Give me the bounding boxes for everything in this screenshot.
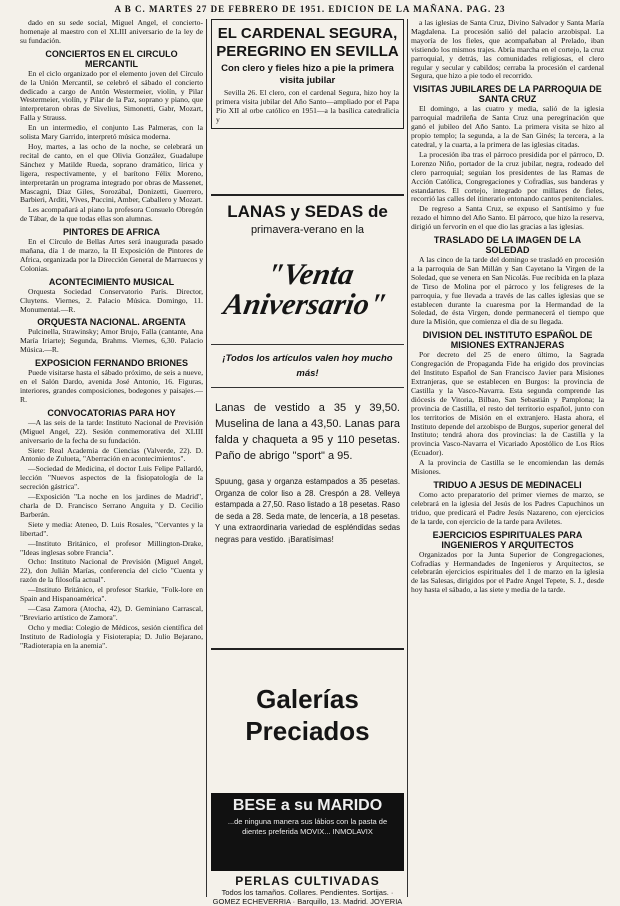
paragraph: Ocho y media: Colegio de Médicos, sesión científica del Instituto de Radiología y Fisioterapia; D. Julio Bejarano, "Radioterapia en la anemia". (20, 622, 203, 650)
paragraph: Siete y media: Ateneo, D. Luis Rosales, "Cervantes y la libertad". (20, 519, 203, 538)
lanas-small-text: Spuung, gasa y organza estampados a 35 pesetas. Organza de color liso a 28. Crespón a 28. Velleya estampada a 27,50. Raso listado a 18 pesetas. Raso de seda a 28. Seda mate, de lencería, a 18 pesetas. Y una extraordinaria variedad de espléndidas sedas negras para vestido. ¡Baratísimas! (215, 477, 400, 544)
paragraph: a las iglesias de Santa Cruz, Divino Salvador y Santa María Magdalena. La procesión salió del palacio arzobispal. La mayoría de los fieles, que acompañaban al Prelado, iban vistiendo los mismos trajes. Abría marcha en el cortejo, la cruz parroquial, y detrás, las comunidades religiosas, el clero regular y secular y cabildos; cerraba la procesión el cardenal Segura, que hizo a pie todo el recorrido. (411, 18, 604, 81)
paragraph: En un intermedio, el conjunto Las Palmeras, con la solista Mary Garrido, interpretó música moderna. (20, 123, 203, 142)
lanas-sedas-ad (211, 194, 404, 650)
bese-body: ...de ninguna manera sus lábios con la pasta de dientes preferida MOVIX... INMOLAVIX (227, 817, 388, 836)
section-heading: ORQUESTA NACIONAL. ARGENTA (37, 317, 186, 328)
section-heading: EXPOSICION FERNANDO BRIONES (34, 358, 189, 369)
section-heading: CONCIERTOS EN EL CIRCULO MERCANTIL (45, 48, 178, 69)
paragraph: De regreso a Santa Cruz, se expuso el Santísimo y fue rezado el himno del Año Santo. El párroco, que hizo la reserva, dirigió un fervorín en el que dio las gracias a las iglesias. (411, 204, 604, 232)
preciados-word: Preciados (245, 716, 370, 746)
paragraph: Ocho: Instituto Nacional de Previsión (Miguel Angel, 22), don Julián Marías, conferencia del ciclo "Cuenta y razón de la filosofía actual". (20, 557, 203, 585)
paragraph: —A las seis de la tarde: Instituto Nacional de Previsión (Miguel Angel, 22). Sesión conmemorativa del XLIII aniversario de la fecha de su fundación. (20, 417, 203, 445)
lanas-subtitle: primavera-verano en la (250, 224, 365, 236)
paragraph: Siete: Real Academia de Ciencias (Valverde, 22). D. Antonio de Zulueta, "Aberración en acontecimientos". (20, 445, 203, 464)
galerias-preciados-ad (211, 649, 404, 789)
section-heading: TRIDUO A JESUS DE MEDINACELI (433, 479, 582, 490)
script-line-2: Aniversario" (221, 288, 389, 321)
script-line-1: "Venta (263, 258, 357, 291)
perlas-cultivadas-ad (211, 874, 404, 906)
perlas-title: PERLAS CULTIVADAS (235, 874, 380, 888)
todos-articulos: ¡Todos los artículos valen hoy mucho más! (211, 344, 404, 388)
cardenal-text: Sevilla 26. El clero, con el cardenal Segura, hizo hoy la primera visita jubilar del Año Santo—ampliado por el Papa Pío XII al orbe católico en 1951—a la basílica catedralicia y (216, 88, 399, 124)
page-header: A B C. MARTES 27 DE FEBRERO DE 1951. EDICION DE LA MAÑANA. PAG. 23 (114, 4, 506, 14)
paragraph: En el ciclo organizado por el elemento joven del Círculo de la Unión Mercantil, se celebró el sábado el concierto dedicado a cargo de Antón Westermeier, violín, y Pilar Westermeier, violín, y Pilar de la Paz, soprano y piano, que interpretaron obras de Sivelius, Simonetti, Gabr, Mozart, Falla y Strauss. (20, 68, 203, 123)
paragraph: —Casa Zamora (Atocha, 42), D. Geminiano Carrascal, "Breviario artístico de Zamora". (20, 603, 203, 622)
perlas-body: Todos los tamaños. Collares. Pendientes. Sortijas. · GOMEZ ECHEVERRIA · Barquillo, 13. Madrid. JOYERIA (212, 888, 403, 906)
paragraph: La procesión iba tras el párroco presidida por el párroco, D. Lorenzo Niño, portador de la cruz jubilar, negra, rodeado del clero parroquial; seguían los presidentes de las Ramas de Acción Católica, Congregaciones y Cofradías, sus banderas y estandartes. El cortejo, integrado por millares de fieles, recorrió las calles del itinerario entonando cantos penitenciales. (411, 149, 604, 204)
column-rule-2 (407, 19, 408, 897)
paragraph: —Instituto Británico, el profesor Starkie, "Folk-lore en Spain and Hispanoamérica". (20, 585, 203, 604)
paragraph: Pulcinella, Strawinsky; Amor Brujo, Falla (cantante, Ana María Iriarte); Segunda, Brahms. Viernes, 6,30. Palacio Música.—R. (20, 327, 203, 355)
section-heading: VISITAS JUBILARES DE LA PARROQUIA DE SANTA CRUZ (413, 84, 602, 105)
paragraph: Hoy, martes, a las ocho de la noche, se celebrará un recital de canto, en el que Olivia González, Guadalupe Sánchez y Matilde Rueda, soprano dramático, lírica y ligera, respectivamente, y el barítono Félix Moreno, interpretarán un programa integrado por obras de Massenet, Mascagni, Díaz Giles, Sorozábal, Donizetti, Guerrero, Barbieri, Arditi, Vives, Puccini, Amber, Caballero y Mozart. (20, 141, 203, 205)
column-rule-1 (206, 19, 207, 897)
paragraph: Orquesta Sociedad Conservatorio París. Director, Cluytens. Viernes, 2. Palacio Música. Domingo, 11. Monumental.—R. (20, 286, 203, 314)
section-heading: PINTORES DE AFRICA (62, 227, 160, 238)
paragraph: —Exposición "La noche en los jardines de Madrid", charla de D. Francisco Serrano Anguita y D. Cecilio Barberán. (20, 492, 203, 519)
section-heading: DIVISION DEL INSTITUTO ESPAÑOL DE MISIONES EXTRANJERAS (422, 330, 593, 351)
section-heading: ACONTECIMIENTO MUSICAL (48, 276, 175, 287)
paragraph: Por decreto del 25 de enero último, la Sagrada Congregación de Propaganda Fide ha erigido dos provincias del Instituto Español de San Francisco Javier para Misiones Extranjeras, que se establecen en Burgos: la provincia de Castilla y la Vasco-Navarra. Esta segunda comprende las diócesis de Vitoria, Bilbao, San Sebastián y Pamplona; la provincia de Castilla, el resto del territorio español, junto con los territorios de Misión en el extranjero. Hasta ahora, el Instituto depende del arzobispo de Burgos, superior general del Instituto; tendrá ahora dos provincias: la de Castilla y la provincia Vasco-Navarra el Vicariado Apostólico de Los Ríos (Ecuador). (411, 350, 604, 458)
paragraph: A la provincia de Castilla se le encomiendan las demás Misiones. (411, 458, 604, 477)
paragraph: A las cinco de la tarde del domingo se trasladó en procesión a la parroquia de San Millán y San Cayetano la Virgen de la Soledad, que se venera en San Nicolás. Fue recibida en la plaza de Tirso de Molina por el párroco y los feligreses de la parroquia, y fue llevada a través de las calles iglesias que se establecen durante la cuaresma por la Hermandad de la Soledad, de ésta Virgen, donde permanecerá el tiempo que dure la Misión, que comienza el día de su llegada. (411, 255, 604, 327)
paragraph: dado en su sede social, Miguel Angel, el concierto-homenaje al maestro con el XLIII aniversario de la ley de su fundación. (20, 18, 203, 45)
paragraph: En el Círculo de Bellas Artes será inaugurada pasado mañana, día 1 de marzo, la II Exposición de Pintores de Africa, organizada por la Dirección General de Marruecos y Colonias. (20, 237, 203, 273)
cardenal-segura-box (211, 19, 404, 129)
section-heading: EJERCICIOS ESPIRITUALES PARA INGENIEROS Y ARQUITECTOS (432, 529, 583, 550)
lanas-title: LANAS y SEDAS de (227, 202, 388, 221)
section-heading: CONVOCATORIAS PARA HOY (47, 407, 176, 418)
bese-marido-ad (211, 793, 404, 871)
section-heading: TRASLADO DE LA IMAGEN DE LA SOLEDAD (433, 235, 582, 256)
cardenal-subheadline: Con clero y fieles hizo a pie la primera visita jubilar (221, 63, 394, 86)
venta-aniversario-script (206, 260, 410, 320)
paragraph: Les acompañará al piano la profesora Consuelo Obregón de Tábar, de la que todas ellas son alumnas. (20, 205, 203, 224)
paragraph: El domingo, a las cuatro y media, salió de la iglesia parroquial madrileña de Santa Cruz una peregrinación que ganó el jubileo del Año Santo. La primera visita se hizo al propio templo; la segunda, a la de San Ginés; la tercera, a la catedral, y la cuarta, a la primera de las iglesias citadas. (411, 104, 604, 149)
galerias-word: Galerías (256, 684, 359, 714)
paragraph: —Instituto Británico, el profesor Millington-Drake, "Ideas inglesas sobre Francia". (20, 538, 203, 557)
paragraph: Puede visitarse hasta el sábado próximo, de seis a nueve, en el Salón Dardo, avenida José Antonio, 16. Figuras, interiores, grandes composiciones, bodegones y paisajes.—R. (20, 368, 203, 404)
paragraph: —Sociedad de Medicina, el doctor Luis Felipe Pallardó, lección "Nuevos aspectos de la fisiopatología de la secreción gástrica". (20, 464, 203, 492)
lanas-body: Lanas de vestido a 35 y 39,50. Muselina de lana a 43,50. Lanas para falda y chaqueta a 95 y 110 pesetas. Paño de abrigo "sport" a 95. (215, 402, 400, 462)
cardenal-headline: EL CARDENAL SEGURA, PEREGRINO EN SEVILLA (216, 25, 399, 60)
bese-title: BESE a su MARIDO (232, 797, 383, 814)
paragraph: Organizados por la Junta Superior de Congregaciones, Cofradías y Hermandades de Ingenieros y Arquitectos, se celebrarán ejercicios espirituales del 1 de marzo en la iglesia de las Salesas, dirigidos por el Padre Angel Tepete, S. J., desde hoy hasta el sábado, a las siete y media de la tarde. (411, 549, 604, 595)
column-1 (20, 19, 203, 651)
column-3 (411, 19, 604, 596)
column-2 (211, 19, 404, 906)
paragraph: Como acto preparatorio del primer viernes de marzo, se celebrará en la iglesia del Jesús de los Padres Capuchinos un triduo, que predicará el Padre Jesús Nazareno, con ejercicios de la tarde, con ejercicio de la tarde para Aviletes. (411, 489, 604, 526)
